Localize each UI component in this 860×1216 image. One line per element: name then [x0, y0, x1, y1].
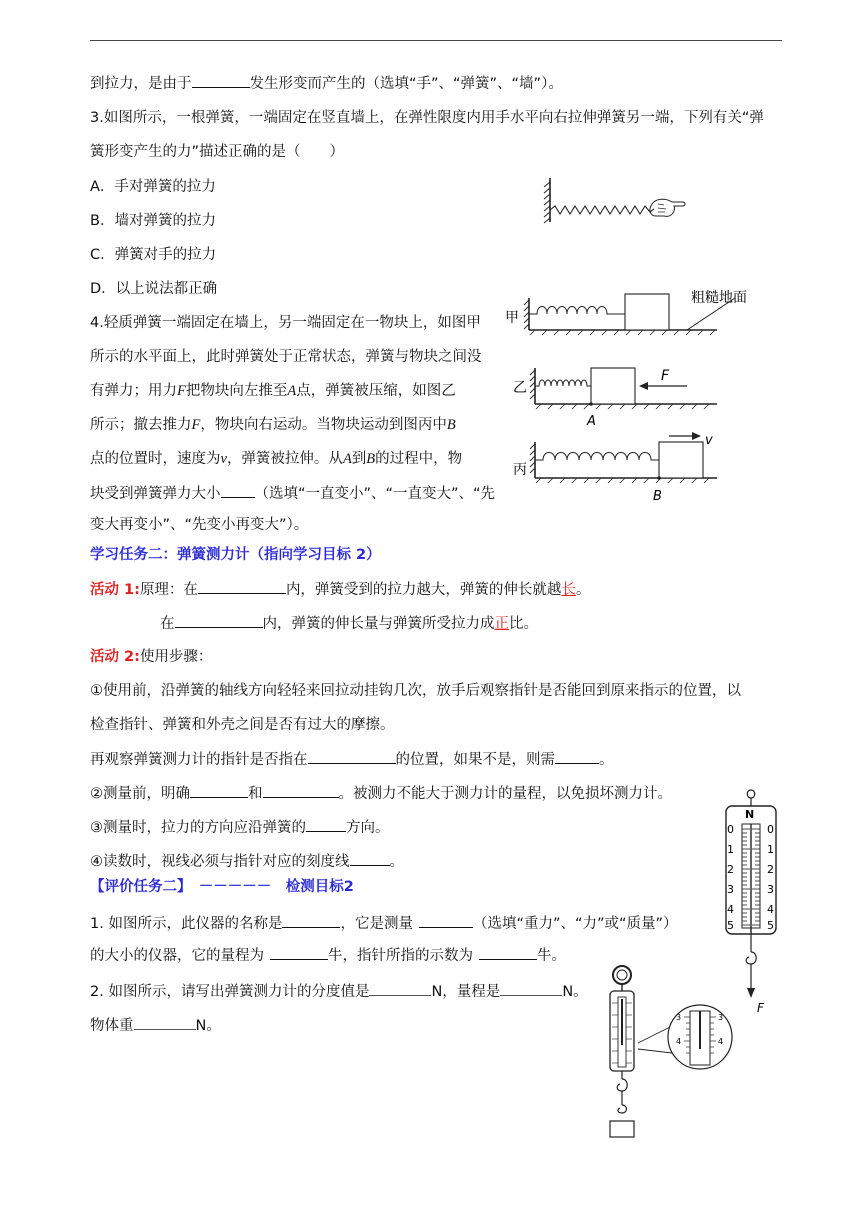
magnified-tick-label: 3	[676, 1013, 682, 1022]
text: 。	[575, 582, 591, 598]
wall-spring-hand-figure	[540, 174, 690, 226]
text: ③测量时，拉力的方向应沿弹簧的	[90, 820, 306, 836]
spring-block-figure	[505, 282, 785, 504]
tick-label: 1	[727, 843, 734, 856]
answer-blank[interactable]	[190, 783, 248, 798]
q3-option-b: B．墙对弹簧的拉力	[90, 213, 216, 229]
label-yi: 乙	[513, 380, 527, 396]
answer-blank[interactable]	[555, 749, 599, 764]
eval-q2-line2	[90, 1015, 221, 1036]
answer-blank[interactable]	[192, 73, 250, 88]
text: 的位置，如果不是，则需	[395, 752, 555, 768]
activity2-line	[90, 647, 212, 667]
answer-blank[interactable]	[221, 483, 255, 498]
text: 发生形变而产生的（选填“手”、“弹簧”、“墙”）。	[249, 76, 563, 92]
var-b: B	[446, 417, 456, 433]
tick-label: 0	[767, 823, 774, 836]
q4-line3	[90, 381, 456, 401]
answer-blank[interactable]	[479, 945, 537, 960]
text: ④读数时，视线必须与指针对应的刻度线	[90, 854, 350, 870]
label-bing: 丙	[513, 462, 527, 478]
answer-blank[interactable]	[134, 1015, 196, 1030]
text: 内，弹簧受到的拉力越大，弹簧的伸长就越	[285, 582, 562, 598]
task2-heading: 学习任务二：弹簧测力计（指向学习目标 2）	[90, 547, 381, 563]
answer-blank[interactable]	[270, 945, 328, 960]
q4-line7: 变大再变小”、“先变小再变大”）。	[90, 517, 309, 533]
text: 1. 如图所示，此仪器的名称是	[90, 916, 283, 932]
text: 2. 如图所示，请写出弹簧测力计的分度值是	[90, 984, 370, 1000]
text: ，物块向右运动。当物块运动到图丙中	[200, 417, 447, 433]
eval2-heading: 【评价任务二】 －－－－－ 检测目标2	[90, 879, 354, 895]
text: 有弹力；用力	[90, 383, 177, 399]
q3-option-c: C．弹簧对手的拉力	[90, 247, 217, 263]
label-point-b: B	[653, 489, 662, 504]
activity-label: 活动 2:	[90, 649, 140, 665]
answer-blank[interactable]	[369, 981, 431, 996]
answer-blank[interactable]	[198, 579, 286, 594]
activity1-line1	[90, 579, 590, 600]
text: ②测量前，明确	[90, 786, 190, 802]
q3-stem-line1: 3.如图所示，一根弹簧，一端固定在竖直墙上，在弹性限度内用手水平向右拉伸弹簧另一端，下列有关“弹	[90, 110, 764, 126]
magnified-tick-label: 4	[676, 1037, 682, 1046]
answer-blank[interactable]	[500, 981, 562, 996]
label-force-f: F	[661, 368, 670, 384]
text: 使用步骤：	[139, 649, 213, 665]
q3-stem-line2: 簧形变产生的力”描述正确的是（ ）	[90, 144, 345, 160]
text: 到	[351, 451, 367, 467]
force-label: F	[757, 1001, 764, 1014]
tick-label: 5	[727, 919, 734, 932]
text: 比。	[509, 616, 538, 632]
text: 的过程中，物	[375, 451, 463, 467]
tick-label: 2	[727, 863, 734, 876]
magnified-tick-label: 3	[718, 1013, 724, 1022]
text: 牛。	[537, 948, 566, 964]
eval-q2-line1	[90, 981, 588, 1002]
step1-line2: 检查指针、弹簧和外壳之间是否有过大的摩擦。	[90, 717, 395, 733]
q4-line5	[90, 449, 462, 469]
tick-label: 3	[767, 883, 774, 896]
text: 把物块向左推至	[185, 383, 288, 399]
text: 牛，指针所指的示数为	[328, 948, 473, 964]
step2-line	[90, 783, 672, 804]
text: 在	[160, 616, 175, 632]
text: 原理：在	[139, 582, 198, 598]
var-a: A	[342, 451, 352, 467]
answer-red: 长	[561, 582, 576, 598]
text: 块受到弹簧弹力大小	[90, 486, 221, 502]
magnified-tick-label: 4	[718, 1037, 724, 1046]
label-jia: 甲	[505, 310, 519, 326]
q4-line1: 4.轻质弹簧一端固定在墙上，另一端固定在一物块上，如图甲	[90, 315, 481, 331]
text: 。	[599, 752, 614, 768]
activity-label: 活动 1:	[90, 582, 140, 598]
text: 方向。	[346, 820, 390, 836]
q3-option-a: A．手对弹簧的拉力	[90, 179, 216, 195]
step1-line1: ①使用前，沿弹簧的轴线方向轻轻来回拉动挂钩几次，放手后观察指针是否能回到原来指示的位置，以	[90, 683, 741, 699]
text: 再观察弹簧测力计的指针是否指在	[90, 752, 308, 768]
tick-label: 0	[727, 823, 734, 836]
spring-scale-magnifier-figure	[598, 963, 738, 1141]
text: ，弹簧被拉伸。从	[226, 451, 343, 467]
text: 。被测力不能大于测力计的量程，以免损坏测力计。	[338, 786, 672, 802]
answer-blank[interactable]	[350, 851, 390, 866]
eval-q1-line1	[90, 913, 678, 934]
unit-label: N	[745, 808, 755, 821]
answer-blank[interactable]	[175, 613, 263, 628]
text: 物体重	[90, 1018, 134, 1034]
answer-blank[interactable]	[419, 913, 473, 928]
step3-line	[90, 817, 390, 838]
text: 点，弹簧被压缩，如图乙	[296, 383, 456, 399]
answer-blank[interactable]	[282, 913, 340, 928]
text: 点的位置时，速度为	[90, 451, 221, 467]
text: 到拉力，是由于	[90, 76, 192, 92]
q3-option-d: D．以上说法都正确	[90, 281, 218, 297]
text: N，量程是	[431, 984, 501, 1000]
header-rule	[90, 40, 782, 41]
text: N。	[562, 984, 588, 1000]
step1-line3	[90, 749, 614, 770]
tick-label: 5	[767, 919, 774, 932]
text: （选填“重力”、“力”或“质量”）	[472, 916, 678, 932]
text: 和	[248, 786, 263, 802]
tick-label: 1	[767, 843, 774, 856]
text: ，它是测量	[340, 916, 413, 932]
q4-line2: 所示的水平面上，此时弹簧处于正常状态，弹簧与物块之间没	[90, 349, 482, 365]
answer-blank[interactable]	[308, 749, 396, 764]
text: 内，弹簧的伸长量与弹簧所受拉力成	[262, 616, 495, 632]
var-b: B	[366, 451, 376, 467]
tick-label: 4	[767, 903, 774, 916]
label-point-a: A	[587, 414, 596, 429]
tick-label: 4	[727, 903, 734, 916]
answer-blank[interactable]	[263, 783, 339, 798]
text: N。	[195, 1018, 221, 1034]
text: （选填“一直变小”、“一直变大”、“先	[254, 486, 496, 502]
q4-line6	[90, 483, 495, 504]
label-rough-ground: 粗糙地面	[691, 290, 747, 306]
tick-label: 2	[767, 863, 774, 876]
answer-red: 正	[494, 616, 509, 632]
text: 。	[389, 854, 404, 870]
text: 所示；撤去推力	[90, 417, 192, 433]
var-v: v	[220, 451, 227, 467]
tick-label: 3	[727, 883, 734, 896]
q2-tail-line	[90, 73, 563, 94]
activity1-line2	[160, 613, 538, 634]
answer-blank[interactable]	[306, 817, 346, 832]
step4-line	[90, 851, 404, 872]
label-velocity-v: v	[705, 433, 713, 448]
text: 的大小的仪器，它的量程为	[90, 948, 264, 964]
var-a: A	[287, 383, 297, 399]
eval-q1-line2	[90, 945, 566, 966]
var-f: F	[191, 417, 201, 433]
q4-line4	[90, 415, 456, 435]
var-f: F	[177, 383, 186, 399]
